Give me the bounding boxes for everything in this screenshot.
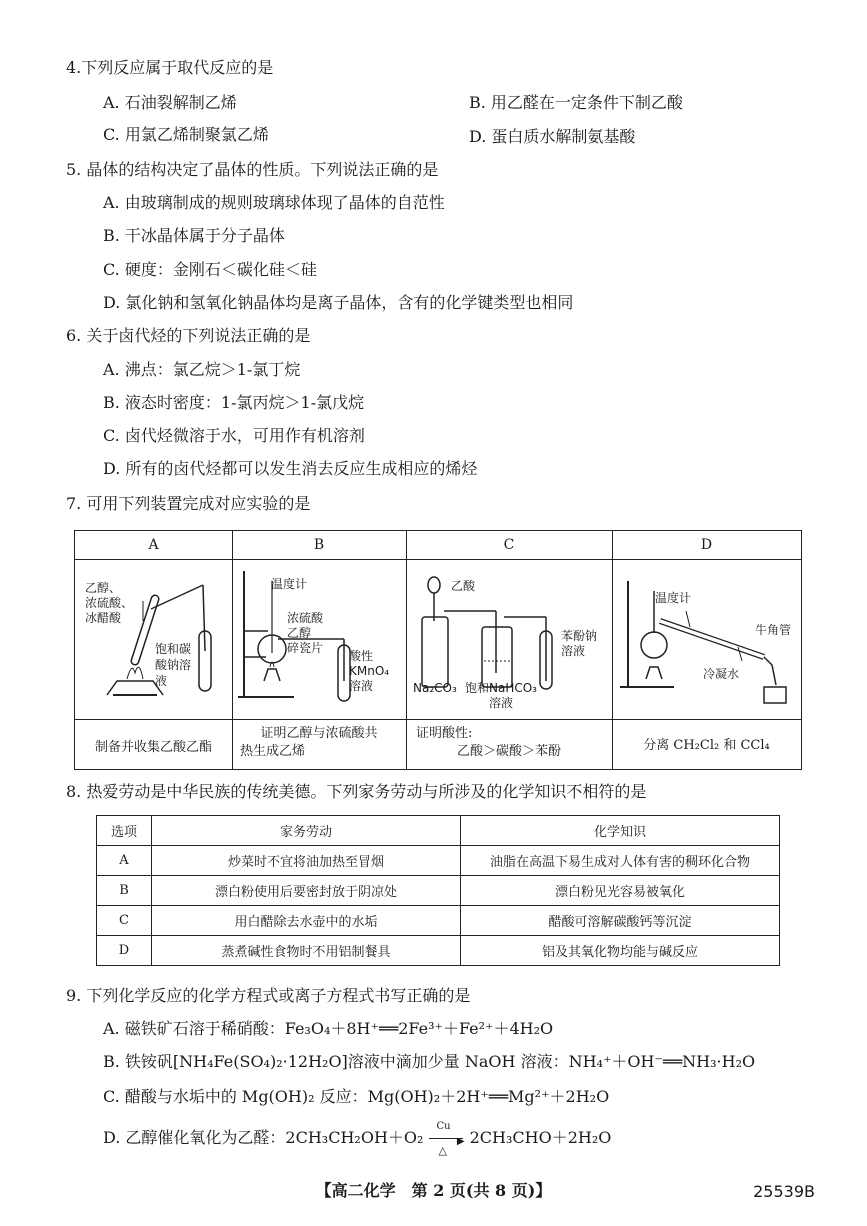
q9-option-c: C. 醋酸与水垢中的 Mg(OH)₂ 反应：Mg(OH)₂＋2H⁺══Mg²⁺＋2H₂O (103, 1087, 610, 1106)
label-sodium-phenoxide: 苯酚钠 (561, 629, 598, 643)
q7-caption-b (232, 725, 406, 761)
q9-option-b: B. 铁铵矾[NH₄Fe(SO₄)₂·12H₂O]溶液中滴加少量 NaOH 溶液：NH₄⁺＋OH⁻══NH₃·H₂O (103, 1052, 756, 1071)
label-thermometer-b: 温度计 (271, 577, 308, 591)
q4-option-c: C. 用氯乙烯制聚氯乙烯 (103, 125, 269, 144)
header-option: 选项 (97, 816, 152, 846)
apparatus-d-distillation (614, 561, 800, 717)
cell-option: B (97, 876, 152, 906)
q5-option-d: D. 氯化钠和氢氧化钠晶体均是离子晶体，含有的化学键类型也相同 (103, 293, 574, 312)
q7-caption-c-line1: 证明酸性: (416, 726, 473, 741)
q7-caption-c-line2: 乙酸＞碳酸＞苯酚 (456, 744, 561, 759)
label-liquid: 液 (155, 674, 168, 688)
cell-knowledge: 漂白粉见光容易被氧化 (461, 876, 780, 906)
cell-housework: 漂白粉使用后要密封放于阴凉处 (152, 876, 461, 906)
q6-option-b: B. 液态时密度：1-氯丙烷＞1-氯戊烷 (103, 393, 365, 412)
apparatus-b-labels-mid (287, 611, 323, 656)
label-solution-b: 溶液 (349, 679, 374, 693)
q7-header-d: D (612, 531, 801, 560)
q7-caption-b-line2: 热生成乙烯 (240, 744, 306, 759)
reaction-arrow-with-condition (429, 1120, 465, 1157)
label-saturated-nahco3: 饱和NaHCO₃ (465, 681, 537, 695)
cell-housework: 用白醋除去水壶中的水垢 (152, 906, 461, 936)
label-na2co3: Na₂CO₃ (413, 681, 457, 695)
label-ethanol-b: 乙醇 (287, 626, 312, 640)
cell-knowledge: 油脂在高温下易生成对人体有害的稠环化合物 (461, 846, 780, 876)
q9-option-d-products: 2CH₃CHO＋2H₂O (469, 1128, 612, 1147)
cell-option: A (97, 846, 152, 876)
question-6-stem: 6. 关于卤代烃的下列说法正确的是 (66, 326, 311, 345)
q4-option-b: B. 用乙醛在一定条件下制乙酸 (469, 93, 683, 112)
q7-header-a: A (75, 531, 232, 560)
q7-caption-a: 制备并收集乙酸乙酯 (94, 740, 212, 755)
q6-option-a: A. 沸点：氯乙烷＞1-氯丁烷 (103, 360, 301, 379)
label-solution-c2: 溶液 (489, 696, 514, 710)
question-5-stem: 5. 晶体的结构决定了晶体的性质。下列说法正确的是 (66, 160, 439, 179)
q6-option-c: C. 卤代烃微溶于水，可用作有机溶剂 (103, 426, 365, 445)
cell-housework: 炒菜时不宜将油加热至冒烟 (152, 846, 461, 876)
apparatus-b-labels-right (349, 649, 389, 694)
table-divider (75, 719, 801, 720)
question-7-stem: 7. 可用下列装置完成对应实验的是 (66, 494, 311, 513)
header-chemistry-knowledge: 化学知识 (461, 816, 780, 846)
page-footer: 【高二化学 第 2 页(共 8 页)】 (315, 1181, 552, 1200)
question-8-stem: 8. 热爱劳动是中华民族的传统美德。下列家务劳动与所涉及的化学知识不相符的是 (66, 782, 647, 801)
cell-knowledge: 醋酸可溶解碳酸钙等沉淀 (461, 906, 780, 936)
q9-option-a: A. 磁铁矿石溶于稀硝酸：Fe₃O₄＋8H⁺══2Fe³⁺＋Fe²⁺＋4H₂O (103, 1019, 554, 1038)
q5-option-b: B. 干冰晶体属于分子晶体 (103, 226, 285, 245)
header-housework: 家务劳动 (152, 816, 461, 846)
question-9-stem: 9. 下列化学反应的化学方程式或离子方程式书写正确的是 (66, 986, 471, 1005)
arrow-head-icon: ▶ (456, 1135, 465, 1147)
label-carbonate-solution: 酸钠溶 (155, 658, 192, 672)
q4-option-d: D. 蛋白质水解制氨基酸 (469, 127, 636, 146)
apparatus-a-labels-left (85, 581, 133, 626)
q7-apparatus-table (74, 530, 802, 770)
table-row (97, 906, 780, 936)
heat-symbol: △ (438, 1143, 447, 1157)
table-row (97, 936, 780, 966)
cell-option: D (97, 936, 152, 966)
apparatus-c-labels-right (561, 629, 597, 659)
label-broken-porcelain: 碎瓷片 (287, 641, 324, 655)
catalyst-label: Cu (436, 1120, 451, 1132)
q9-option-d (103, 1120, 612, 1157)
exam-code: 25539B (753, 1182, 815, 1201)
apparatus-c-labels-bottom (465, 681, 537, 711)
label-adapter: 牛角管 (755, 623, 792, 637)
cell-knowledge: 铝及其氧化物均能与碱反应 (461, 936, 780, 966)
table-header-row (97, 816, 780, 846)
table-divider (612, 531, 613, 769)
label-acetic-acid-c: 乙酸 (451, 579, 476, 593)
label-thermometer-d: 温度计 (655, 591, 692, 605)
q4-option-a: A. 石油裂解制乙烯 (103, 93, 237, 112)
apparatus-a-labels-right (155, 641, 191, 689)
label-acidic: 酸性 (349, 649, 374, 663)
label-ethanol: 乙醇、 (85, 581, 122, 595)
label-sulfuric-acid: 浓硫酸、 (85, 596, 134, 610)
q7-caption-c (406, 725, 612, 761)
q5-option-c: C. 硬度：金刚石＜碳化硅＜硅 (103, 260, 317, 279)
label-saturated-sodium: 饱和碳 (155, 642, 192, 656)
q6-option-d: D. 所有的卤代烃都可以发生消去反应生成相应的烯烃 (103, 459, 478, 478)
q8-table (96, 815, 780, 966)
q7-caption-d: 分离 CH₂Cl₂ 和 CCl₄ (643, 738, 770, 753)
label-cooling-water: 冷凝水 (703, 667, 740, 681)
q7-header-c: C (406, 531, 612, 560)
label-glacial-acetic-acid: 冰醋酸 (85, 611, 122, 625)
q7-caption-b-line1: 证明乙醇与浓硫酸共 (260, 726, 378, 741)
label-conc-sulfuric-acid: 浓硫酸 (287, 611, 324, 625)
table-row (97, 846, 780, 876)
q9-option-d-text: D. 乙醇催化氧化为乙醛：2CH₃CH₂OH＋O₂ (103, 1128, 424, 1147)
q7-header-b: B (232, 531, 406, 560)
label-solution-c: 溶液 (561, 644, 586, 658)
cell-housework: 蒸煮碱性食物时不用铝制餐具 (152, 936, 461, 966)
label-kmno4: KMnO₄ (349, 664, 390, 678)
q5-option-a: A. 由玻璃制成的规则玻璃球体现了晶体的自范性 (103, 193, 445, 212)
question-4-stem: 4.下列反应属于取代反应的是 (66, 58, 274, 77)
table-row (97, 876, 780, 906)
cell-option: C (97, 906, 152, 936)
